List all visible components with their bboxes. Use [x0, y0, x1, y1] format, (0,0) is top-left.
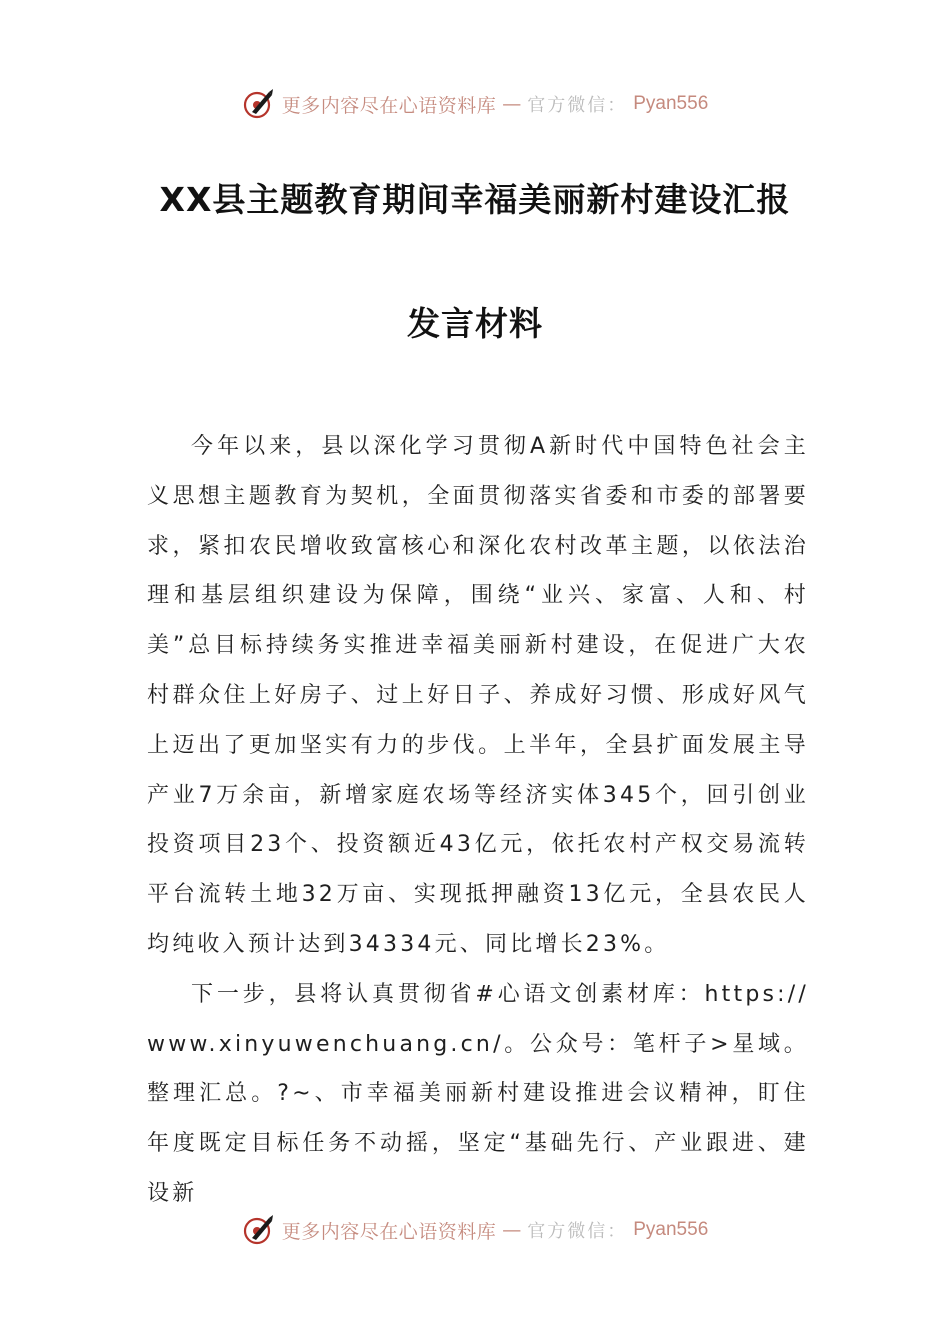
- footer-watermark: [0, 1210, 950, 1250]
- quill-pen-logo-icon: [242, 87, 276, 121]
- watermark-wechat-id: Pyan556: [633, 1219, 709, 1240]
- watermark-text: 更多内容尽在心语资料库: [281, 94, 497, 117]
- watermark-wechat-id: Pyan556: [633, 93, 709, 114]
- body-paragraph: 今年以来，县以深化学习贯彻A新时代中国特色社会主义思想主题教育为契机，全面贯彻落实省委和市委的部署要求，紧扣农民增收致富核心和深化农村改革主题，以依法治理和基层组织建设为保障，围绕“业兴、家富、人和、村美”总目标持续务实推进幸福美丽新村建设，在促进广大农村群众住上好房子、过上好日子、养成好习惯、形成好风气上迈出了更加坚实有力的步伐。上半年，全县扩面发展主导产业7万余亩，新增家庭农场等经济实体345个，回引创业投资项目23个、投资额近43亿元，依托农村产权交易流转平台流转土地32万亩、实现抵押融资13亿元，全县农民人均纯收入预计达到34334元、同比增长23%。: [147, 434, 809, 957]
- document-body: [147, 422, 809, 1219]
- header-watermark: [0, 84, 950, 124]
- body-paragraph: 下一步，县将认真贯彻省#心语文创素材库：https://www.xinyuwenchuang.cn/。公众号：笔杆子>星域。整理汇总。?~、市幸福美丽新村建设推进会议精神，盯住年度既定目标任务不动摇，坚定“基础先行、产业跟进、建设新: [147, 981, 809, 1206]
- document-title-line2: 发言材料: [407, 304, 543, 343]
- watermark-official-label: 官方微信：: [527, 95, 628, 116]
- watermark-dash: —: [502, 93, 522, 115]
- document-title-line1: XX县主题教育期间幸福美丽新村建设汇报: [159, 180, 791, 219]
- quill-pen-logo-icon: [242, 1213, 276, 1247]
- watermark-dash: —: [502, 1219, 522, 1241]
- watermark-text: 更多内容尽在心语资料库: [281, 1220, 497, 1243]
- watermark-official-label: 官方微信：: [527, 1221, 628, 1242]
